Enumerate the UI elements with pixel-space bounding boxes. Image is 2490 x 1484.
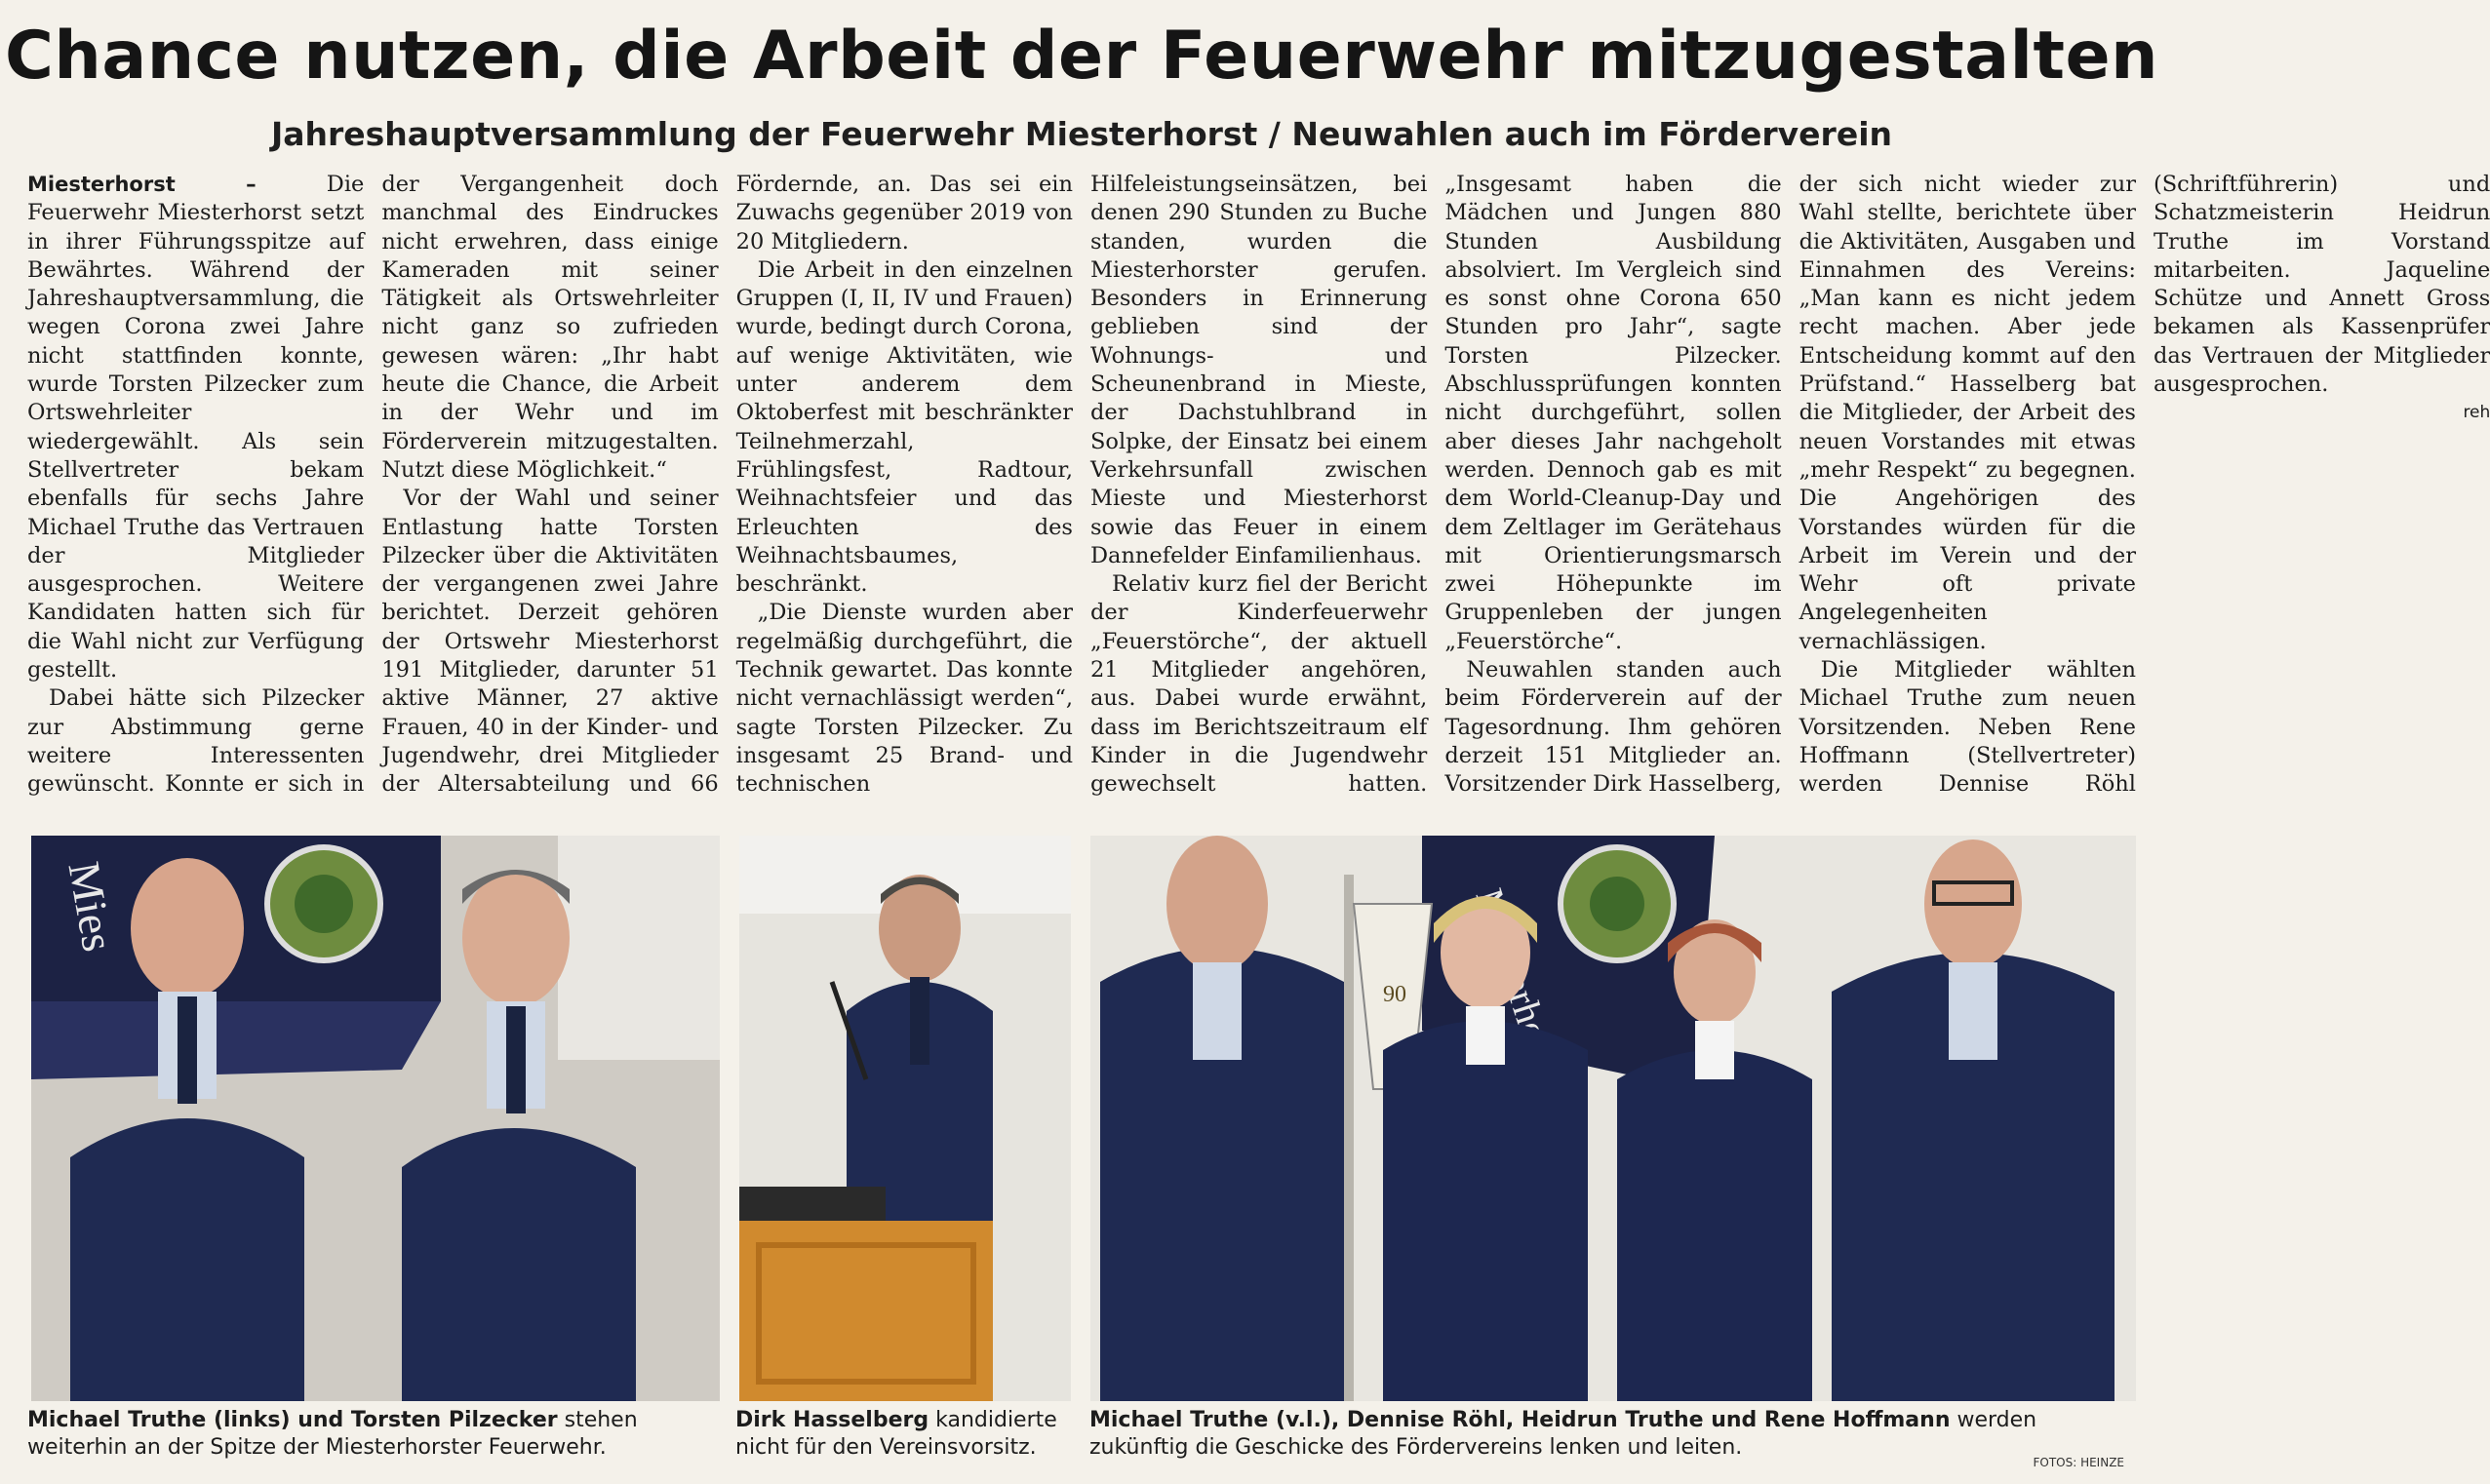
paragraph: Relativ kurz fiel der Bericht der Kinderfeuerwehr „Feuerstörche“, der aktuell 21 Mitglieder angehören, aus. Dabei wurde erwähnt, dass im Berichtszeitraum elf Kinder in die Jugendwehr gewechselt hatten. „Insgesamt haben die Mädchen und Jungen 880 Stunden Ausbildung absolviert. Im Vergleich sind es sonst ohne Corona 650 Stunden pro Jahr“, sagte Torsten Pilzecker. Abschlussprüfungen konnten nicht durchgeführt, sollen aber dieses Jahr nachgeholt werden. Dennoch gab es mit dem World-Cleanup-Day und dem Zeltlager im Gerätehaus mit Orientierungsmarsch zwei Höhepunkte im Gruppenleben der jungen „Feuerstörche“. xyxy=(1089,172,1782,798)
banner-text: Mies xyxy=(59,858,124,956)
paragraph: Die Arbeit in den einzelnen Gruppen (I, II, IV und Frauen) wurde, bedingt durch Corona, auf wenige Aktivitäten, wie unter anderem dem Oktoberfest mit beschränkter Teilnehmerzahl, Frühlingsfest, Radtour, Weihnachtsfeier und das Erleuchten des Weihnachtsbaumes, beschränkt. xyxy=(735,256,1073,598)
paragraph: „Die Dienste wurden aber regelmäßig durchgeführt, die Technik gewartet. Das konnte nicht vernachlässigt werden“, sagte Torsten Pilzecker. Zu insgesamt 25 Brand- und technischen Hilfeleistungseinsätzen, bei denen 290 Stunden zu Buche standen, wurden die Miesterhorster gerufen. Besonders in Erinnerung geblieben sind der Wohnungs- und Scheunenbrand in Mieste, der Dachstuhlbrand in Solpke, der Einsatz bei einem Verkehrsunfall zwischen Mieste und Miesterhorst sowie das Feuer in einem Dannefelder Einfamilienhaus. xyxy=(735,172,1428,798)
subheadline: Jahreshauptversammlung der Feuerwehr Miesterhorst / Neuwahlen auch im Förderverein xyxy=(270,115,1893,153)
photo-hasselberg xyxy=(739,836,1071,1401)
headline: Chance nutzen, die Arbeit der Feuerwehr mitzugestalten xyxy=(5,18,2158,95)
paragraph: Miesterhorst – Die Feuerwehr Miesterhorst setzt in ihrer Führungsspitze auf Bewährtes. Während der Jahreshauptversammlung, die wegen Corona zwei Jahre nicht stattfinden konnte, wurde Torsten Pilzecker zum Ortswehrleiter wiedergewählt. Als sein Stellvertreter bekam ebenfalls für sechs Jahre Michael Truthe das Vertrauen der Mitglieder ausgesprochen. Weitere Kandidaten hatten sich für die Wahl nicht zur Verfügung gestellt. xyxy=(27,172,365,683)
paragraph: Dabei hätte sich Pilzecker zur Abstimmung gerne weitere Interessenten gewünscht. Konnte er sich in der Vergangenheit doch manchmal des Eindruckes nicht erwehren, dass einige Kameraden mit seiner Tätigkeit als Ortswehrleiter nicht ganz so zufrieden gewesen wären: „Ihr habt heute die Chance, die Arbeit in der Wehr und im Förderverein mitzugestalten. Nutzt diese Möglichkeit.“ xyxy=(27,172,719,798)
photo-illustration xyxy=(31,836,720,1401)
photo-illustration xyxy=(1090,836,2136,1401)
caption-photo-1: Michael Truthe (links) und Torsten Pilzecker stehen weiterhin an der Spitze der Miesterhorster Feuerwehr. xyxy=(27,1408,638,1460)
paragraph: Neuwahlen standen auch beim Förderverein auf der Tagesordnung. Ihm gehören derzeit 151 Mitglieder an. Vorsitzender Dirk Hasselberg, der sich nicht wieder zur Wahl stellte, berichtete über die Aktivitäten, Ausgaben und Einnahmen des Vereins: „Man kann es nicht jedem recht machen. Aber jede Entscheidung kommt auf den Prüfstand.“ Hasselberg bat die Mitglieder, der Arbeit des neuen Vorstandes mit etwas „mehr Respekt“ zu begegnen. Die Angehörigen des Vorstandes würden für die Arbeit im Verein und der Wehr oft private Angelegenheiten vernachlässigen. xyxy=(1444,172,2136,798)
caption-photo-3: Michael Truthe (v.l.), Dennise Röhl, Heidrun Truthe und Rene Hoffmann werden zukünftig die Geschicke des Fördervereins lenken und leiten. xyxy=(1089,1408,2037,1460)
photo-credit: FOTOS: HEINZE xyxy=(2033,1456,2124,1469)
photo-foerderverein-vorstand xyxy=(1090,836,2136,1401)
pennant-text: 90 xyxy=(1383,982,1406,1007)
author-initials: reh xyxy=(2463,403,2490,423)
photo-truthe-pilzecker xyxy=(31,836,720,1401)
paragraph: Die Mitglieder wählten Michael Truthe zum neuen Vorsitzenden. Neben Rene Hoffmann (Stellvertreter) werden Dennise Röhl (Schriftführerin) und Schatzmeisterin Heidrun Truthe im Vorstand mitarbeiten. Jaqueline Schütze und Annett Gross bekamen als Kassenprüfer das Vertrauen der Mitglieder ausgesprochen. xyxy=(1798,172,2490,798)
photo-illustration xyxy=(739,836,1071,1401)
paragraph: Vor der Wahl und seiner Entlastung hatte Torsten Pilzecker über die Aktivitäten der vergangenen zwei Jahre berichtet. Derzeit gehören der Ortswehr Miesterhorst 191 Mitglieder, darunter 51 aktive Männer, 27 aktive Frauen, 40 in der Kinder- und Jugendwehr, drei Mitglieder der Altersabteilung und 66 Fördernde, an. Das sei ein Zuwachs gegenüber 2019 von 20 Mitgliedern. xyxy=(381,172,1073,798)
article-body xyxy=(27,171,2490,822)
dateline: Miesterhorst – xyxy=(27,173,257,196)
caption-photo-2: Dirk Hasselberg kandidierte nicht für den Vereinsvorsitz. xyxy=(735,1408,1057,1460)
